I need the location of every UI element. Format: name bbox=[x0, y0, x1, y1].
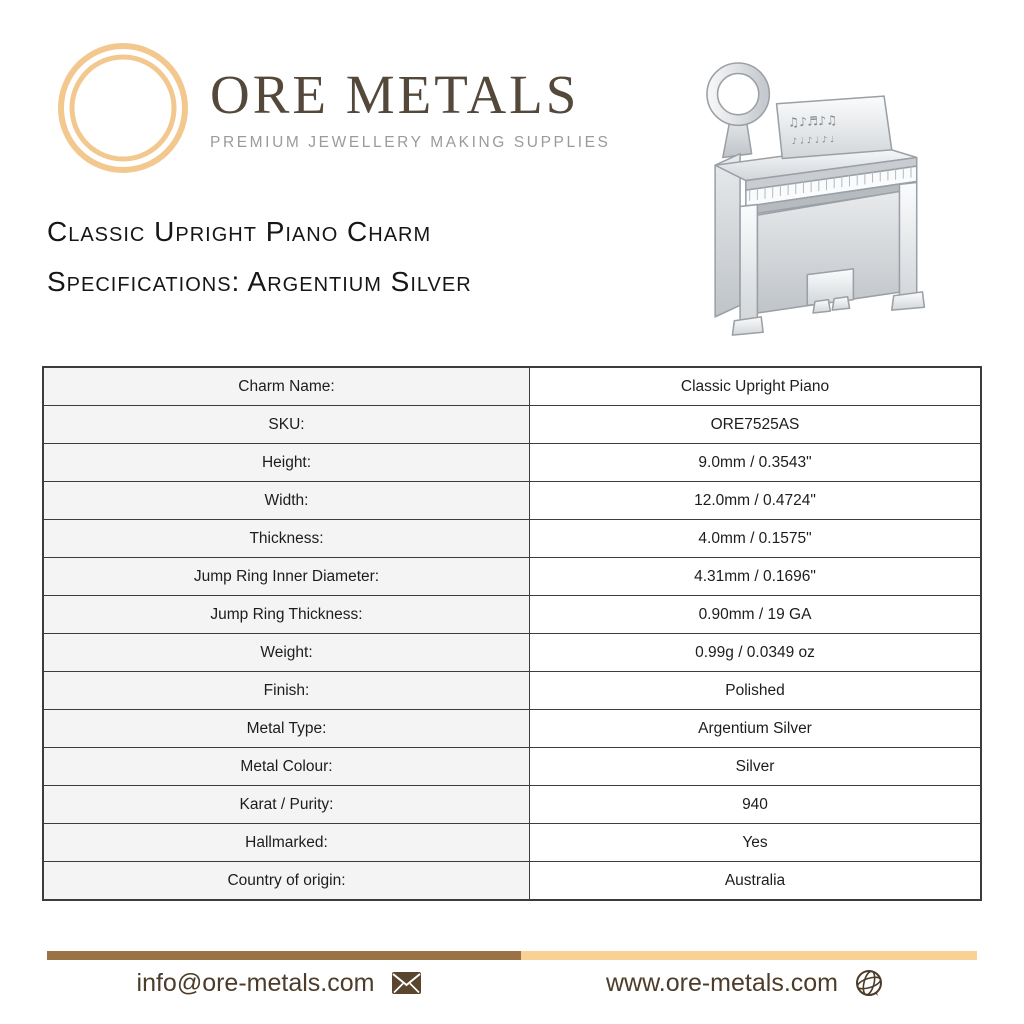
brand-name: ORE METALS bbox=[210, 64, 580, 125]
table-row bbox=[43, 634, 981, 672]
website-link[interactable] bbox=[512, 962, 977, 1004]
table-row bbox=[43, 824, 981, 862]
email-link[interactable] bbox=[47, 962, 512, 1004]
spec-label: Hallmarked: bbox=[43, 824, 530, 862]
spec-value: 0.99g / 0.0349 oz bbox=[530, 634, 982, 672]
logo-rings-icon bbox=[56, 40, 190, 176]
spec-value: Polished bbox=[530, 672, 982, 710]
spec-label: SKU: bbox=[43, 406, 530, 444]
svg-text:♪ ♩ ♪ ♩ ♪ ♩: ♪ ♩ ♪ ♩ ♪ ♩ bbox=[791, 134, 835, 148]
spec-label: Jump Ring Thickness: bbox=[43, 596, 530, 634]
divider-bar-right bbox=[521, 951, 977, 960]
table-row bbox=[43, 367, 981, 406]
spec-value: 4.31mm / 0.1696" bbox=[530, 558, 982, 596]
spec-label: Charm Name: bbox=[43, 367, 530, 406]
spec-value: 0.90mm / 19 GA bbox=[530, 596, 982, 634]
table-row bbox=[43, 444, 981, 482]
spec-value: 9.0mm / 0.3543" bbox=[530, 444, 982, 482]
spec-value: 940 bbox=[530, 786, 982, 824]
spec-value: Australia bbox=[530, 862, 982, 901]
spec-table bbox=[42, 366, 982, 901]
spec-label: Width: bbox=[43, 482, 530, 520]
spec-table-body bbox=[43, 367, 981, 900]
website-text: www.ore-metals.com bbox=[606, 968, 838, 997]
spec-value: Argentium Silver bbox=[530, 710, 982, 748]
table-row bbox=[43, 710, 981, 748]
spec-label: Thickness: bbox=[43, 520, 530, 558]
spec-subtitle: Specifications: Argentium Silver bbox=[47, 266, 472, 297]
jump-ring bbox=[707, 63, 769, 125]
spec-label: Karat / Purity: bbox=[43, 786, 530, 824]
envelope-icon bbox=[391, 971, 422, 995]
spec-value: Silver bbox=[530, 748, 982, 786]
footer-contacts bbox=[47, 962, 977, 1004]
spec-label: Metal Type: bbox=[43, 710, 530, 748]
table-row bbox=[43, 672, 981, 710]
brand-block bbox=[210, 64, 630, 152]
table-row bbox=[43, 558, 981, 596]
spec-value: Classic Upright Piano bbox=[530, 367, 982, 406]
product-image-piano-charm bbox=[688, 50, 940, 338]
table-row bbox=[43, 406, 981, 444]
svg-text:♫♪♬♪♫: ♫♪♬♪♫ bbox=[787, 112, 838, 130]
product-title: Classic Upright Piano Charm bbox=[47, 216, 432, 247]
footer-divider-bar bbox=[47, 951, 977, 960]
spec-label: Jump Ring Inner Diameter: bbox=[43, 558, 530, 596]
table-row bbox=[43, 862, 981, 901]
table-row bbox=[43, 596, 981, 634]
spec-value: Yes bbox=[530, 824, 982, 862]
spec-value: 4.0mm / 0.1575" bbox=[530, 520, 982, 558]
spec-value: 12.0mm / 0.4724" bbox=[530, 482, 982, 520]
table-row bbox=[43, 520, 981, 558]
globe-icon bbox=[855, 969, 883, 997]
spec-value: ORE7525AS bbox=[530, 406, 982, 444]
spec-label: Finish: bbox=[43, 672, 530, 710]
divider-bar-left bbox=[47, 951, 521, 960]
spec-label: Weight: bbox=[43, 634, 530, 672]
spec-label: Metal Colour: bbox=[43, 748, 530, 786]
spec-label: Height: bbox=[43, 444, 530, 482]
spec-label: Country of origin: bbox=[43, 862, 530, 901]
table-row bbox=[43, 786, 981, 824]
table-row bbox=[43, 748, 981, 786]
brand-tagline: PREMIUM JEWELLERY MAKING SUPPLIES bbox=[210, 134, 611, 151]
email-text: info@ore-metals.com bbox=[136, 968, 375, 997]
table-row bbox=[43, 482, 981, 520]
title-block bbox=[47, 217, 667, 297]
